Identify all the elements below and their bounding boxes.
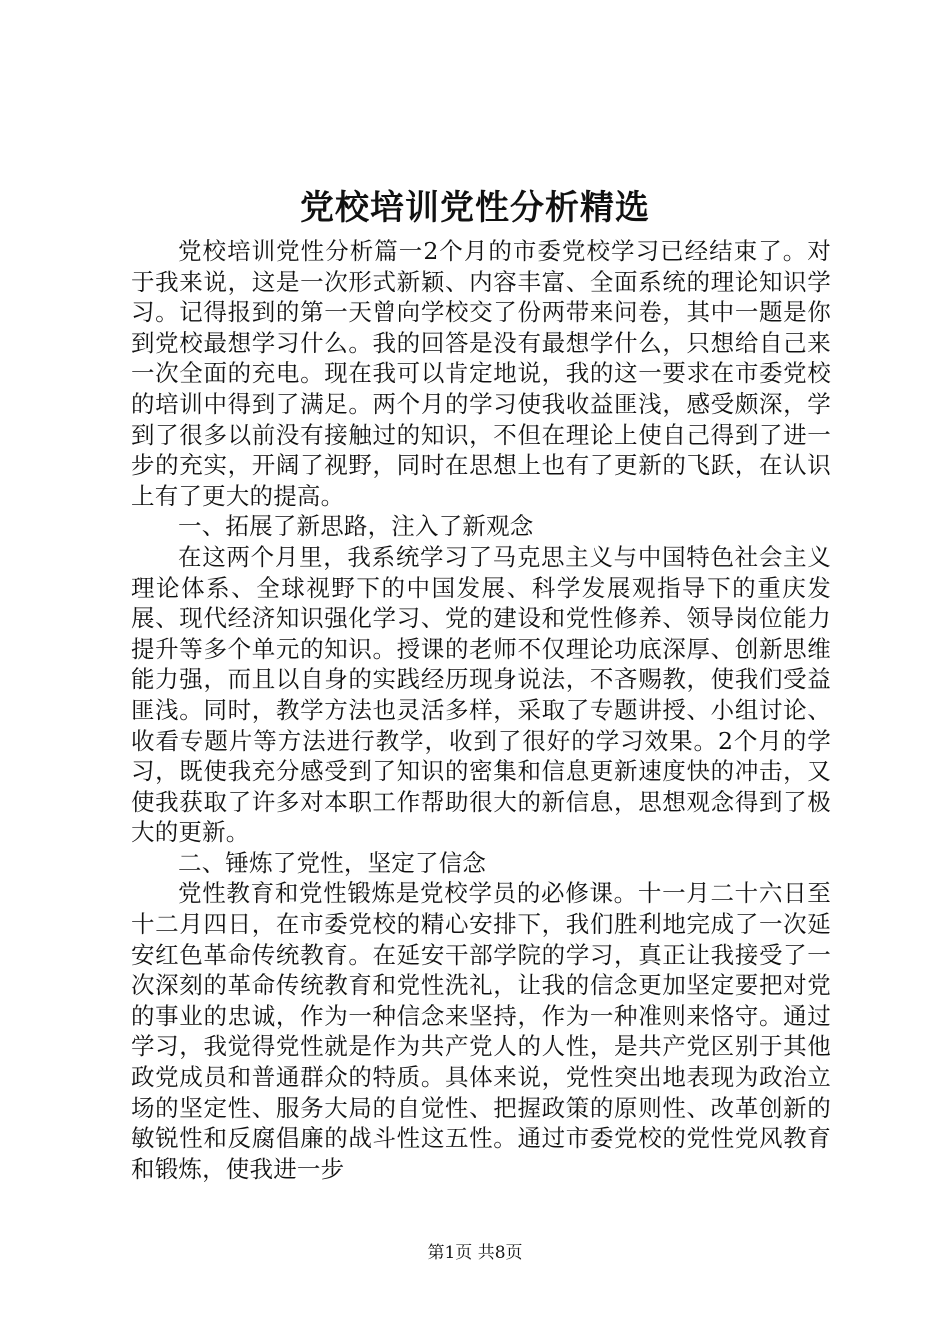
paragraph-section-1: 在这两个月里，我系统学习了马克思主义与中国特色社会主义理论体系、全球视野下的中国发展、科学发展观指导下的重庆发展、现代经济知识强化学习、党的建设和党性修养、领导岗位能力提升等多个单元的知识。授课的老师不仅理论功底深厚、创新思维能力强，而且以自身的实践经历现身说法，不吝赐教，使我们受益匪浅。同时，教学方法也灵活多样，采取了专题讲授、小组讨论、收看专题片等方法进行教学，收到了很好的学习效果。2个月的学习，既使我充分感受到了知识的密集和信息更新速度快的冲击，又使我获取了许多对本职工作帮助很大的新信息，思想观念得到了极大的更新。 [131,542,831,847]
page-footer: 第1页 共8页 [427,1243,523,1263]
section-heading-1: 一、拓展了新思路，注入了新观念 [178,512,534,541]
document-title: 党校培训党性分析精选 [300,188,650,228]
document-body [131,236,831,1184]
paragraph-intro: 党校培训党性分析篇一2个月的市委党校学习已经结束了。对于我来说，这是一次形式新颖、内容丰富、全面系统的理论知识学习。记得报到的第一天曾向学校交了份两带来问卷，其中一题是你到党校最想学习什么。我的回答是没有最想学什么，只想给自己来一次全面的充电。现在我可以肯定地说，我的这一要求在市委党校的培训中得到了满足。两个月的学习使我收益匪浅，感受颇深，学到了很多以前没有接触过的知识，不但在理论上使自己得到了进一步的充实，开阔了视野，同时在思想上也有了更新的飞跃，在认识上有了更大的提高。 [131,237,831,510]
section-heading-2: 二、锤炼了党性，坚定了信念 [178,848,487,877]
paragraph-section-2: 党性教育和党性锻炼是党校学员的必修课。十一月二十六日至十二月四日，在市委党校的精心安排下，我们胜利地完成了一次延安红色革命传统教育。在延安干部学院的学习，真正让我接受了一次深刻的革命传统教育和党性洗礼，让我的信念更加坚定要把对党的事业的忠诚，作为一种信念来坚持，作为一种准则来恪守。通过学习，我觉得党性就是作为共产党人的人性，是共产党区别于其他政党成员和普通群众的特质。具体来说，党性突出地表现为政治立场的坚定性、服务大局的自觉性、把握政策的原则性、改革创新的敏锐性和反腐倡廉的战斗性这五性。通过市委党校的党性党风教育和锻炼，使我进一步 [131,879,831,1183]
